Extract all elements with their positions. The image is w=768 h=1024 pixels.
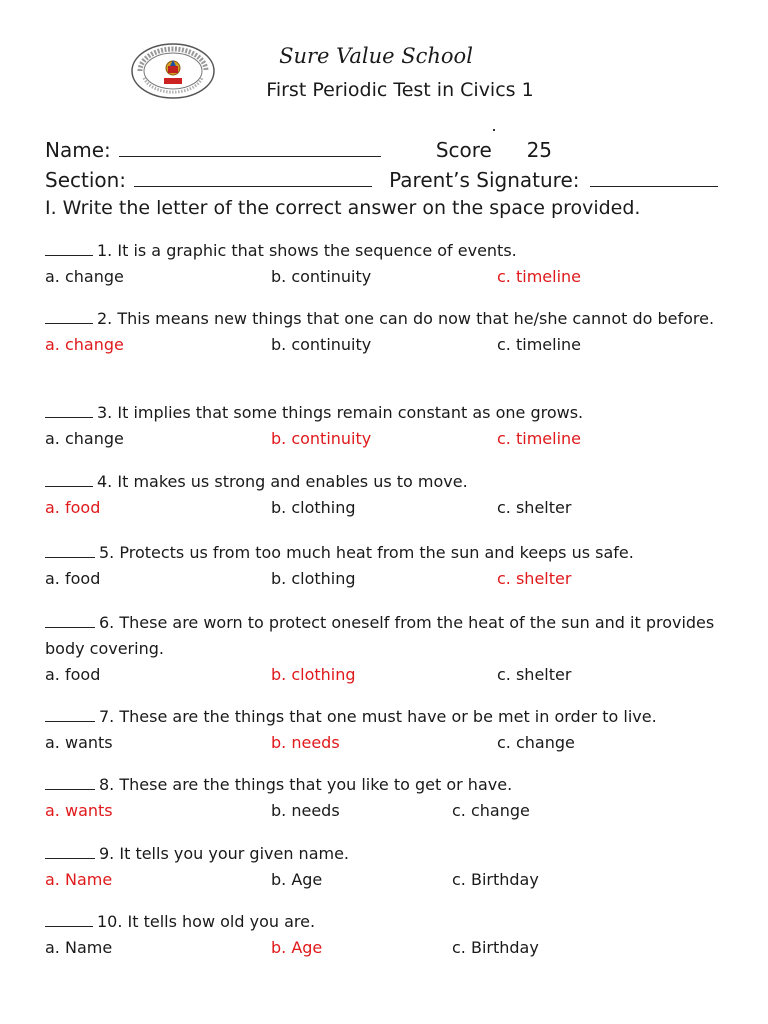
choice-a: a. wants — [45, 733, 113, 752]
question-number: 8. — [99, 775, 120, 794]
question-text: Protects us from too much heat from the sun and keeps us safe. — [119, 543, 634, 562]
parent-signature-blank[interactable] — [590, 168, 718, 187]
choice-row — [45, 495, 725, 521]
question-stem — [45, 400, 725, 426]
choice-a: a. change — [45, 335, 124, 354]
choice-b: b. continuity — [271, 267, 372, 286]
question-stem — [45, 909, 725, 935]
choice-c: c. shelter — [497, 665, 572, 684]
answer-blank[interactable] — [45, 912, 93, 927]
parent-signature-label: Parent’s Signature: — [389, 168, 580, 192]
answer-blank[interactable] — [45, 241, 93, 256]
answer-blank[interactable] — [45, 309, 93, 324]
section-signature-row — [45, 168, 718, 192]
choice-row — [45, 332, 725, 358]
choice-c: c. timeline — [497, 335, 581, 354]
question-text: It implies that some things remain constant as one grows. — [117, 403, 584, 422]
answer-blank[interactable] — [45, 775, 95, 790]
stray-mark — [493, 129, 495, 131]
question-text: These are worn to protect oneself from the heat of the sun and it provides body covering. — [45, 613, 715, 658]
choice-c: c. timeline — [497, 429, 581, 448]
name-label: Name: — [45, 138, 111, 162]
choice-b: b. clothing — [271, 498, 356, 517]
question-stem — [45, 238, 725, 264]
choice-b: b. Age — [271, 938, 323, 957]
question-number: 3. — [97, 403, 118, 422]
question-item — [45, 610, 725, 688]
choice-b: b. clothing — [271, 569, 356, 588]
choice-b: b. continuity — [271, 429, 372, 448]
choice-c: c. Birthday — [452, 870, 539, 889]
question-text: These are the things that you like to get or have. — [119, 775, 513, 794]
question-stem — [45, 540, 725, 566]
section-blank[interactable] — [134, 168, 372, 187]
question-stem — [45, 306, 725, 332]
choice-a: a. Name — [45, 870, 113, 889]
score-value: 25 — [526, 138, 553, 162]
choice-c: c. Birthday — [452, 938, 539, 957]
question-text: These are the things that one must have or be met in order to live. — [119, 707, 657, 726]
choice-a: a. wants — [45, 801, 113, 820]
question-number: 2. — [97, 309, 118, 328]
choice-row — [45, 798, 725, 824]
choice-row — [45, 730, 725, 756]
choice-b: b. clothing — [271, 665, 356, 684]
answer-blank[interactable] — [45, 472, 93, 487]
name-score-row — [45, 138, 552, 162]
question-item — [45, 772, 725, 824]
question-stem — [45, 772, 725, 798]
choice-c: c. timeline — [497, 267, 581, 286]
choice-row — [45, 867, 725, 893]
question-item — [45, 469, 725, 521]
question-item — [45, 704, 725, 756]
choice-row — [45, 264, 725, 290]
choice-b: b. needs — [271, 801, 340, 820]
question-text: It tells how old you are. — [127, 912, 316, 931]
choice-c: c. change — [497, 733, 575, 752]
question-text: It tells you your given name. — [119, 844, 350, 863]
answer-blank[interactable] — [45, 403, 93, 418]
choice-c: c. change — [452, 801, 530, 820]
choice-a: a. food — [45, 569, 101, 588]
answer-blank[interactable] — [45, 613, 95, 628]
school-name: Sure Value School — [279, 44, 473, 68]
answer-blank[interactable] — [45, 844, 95, 859]
choice-a: a. food — [45, 665, 101, 684]
question-item — [45, 909, 725, 961]
question-item — [45, 841, 725, 893]
choice-a: a. food — [45, 498, 101, 517]
question-text: It is a graphic that shows the sequence of events. — [117, 241, 517, 260]
question-stem — [45, 841, 725, 867]
question-item — [45, 540, 725, 592]
choice-c: c. shelter — [497, 498, 572, 517]
question-item — [45, 400, 725, 452]
answer-blank[interactable] — [45, 543, 95, 558]
question-stem — [45, 610, 725, 662]
score-label: Score — [435, 138, 492, 162]
choice-row — [45, 426, 725, 452]
question-stem — [45, 469, 725, 495]
question-stem — [45, 704, 725, 730]
section-label: Section: — [45, 168, 127, 192]
question-number: 1. — [97, 241, 118, 260]
choice-row — [45, 935, 725, 961]
choice-c: c. shelter — [497, 569, 572, 588]
question-number: 4. — [97, 472, 118, 491]
choice-row — [45, 662, 725, 688]
question-item — [45, 238, 725, 290]
choice-a: a. change — [45, 267, 124, 286]
name-blank[interactable] — [119, 138, 381, 157]
choice-b: b. Age — [271, 870, 323, 889]
choice-a: a. Name — [45, 938, 113, 957]
question-number: 9. — [99, 844, 120, 863]
choice-b: b. needs — [271, 733, 340, 752]
question-number: 10. — [97, 912, 128, 931]
choice-a: a. change — [45, 429, 124, 448]
question-number: 5. — [99, 543, 120, 562]
question-text: It makes us strong and enables us to move. — [117, 472, 468, 491]
answer-blank[interactable] — [45, 707, 95, 722]
question-text: This means new things that one can do now that he/she cannot do before. — [117, 309, 715, 328]
test-title: First Periodic Test in Civics 1 — [266, 79, 534, 101]
question-number: 7. — [99, 707, 120, 726]
choice-row — [45, 566, 725, 592]
question-item — [45, 306, 725, 358]
question-number: 6. — [99, 613, 120, 632]
instruction: I. Write the letter of the correct answer on the space provided. — [45, 197, 641, 219]
choice-b: b. continuity — [271, 335, 372, 354]
